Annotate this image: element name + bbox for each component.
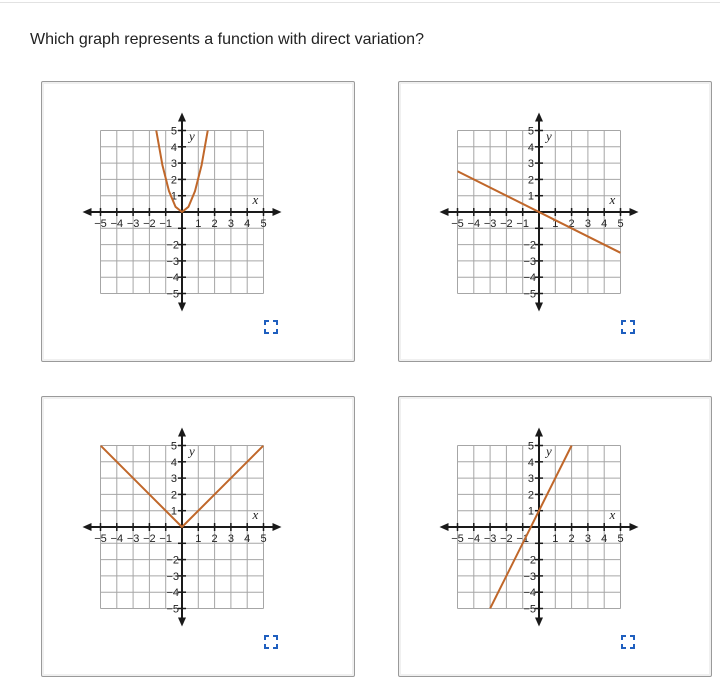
y-tick-label: −3	[523, 255, 536, 268]
x-tick-label: −4	[467, 218, 481, 230]
y-tick-label: −2	[523, 554, 536, 567]
answer-option-b[interactable]	[398, 81, 712, 362]
x-tick-label: −2	[500, 218, 513, 230]
x-tick-label: −2	[143, 533, 156, 545]
expand-icon[interactable]	[621, 320, 635, 334]
x-axis-arrow	[440, 523, 449, 531]
graph-option-c	[42, 397, 356, 678]
y-axis-label: y	[546, 128, 552, 144]
x-tick-label: 5	[617, 533, 624, 545]
x-axis-arrow	[273, 208, 282, 216]
y-tick-label: −4	[166, 272, 179, 285]
y-tick-label: 4	[527, 456, 534, 469]
y-tick-label: 4	[170, 141, 177, 154]
y-tick-label: 5	[527, 440, 534, 453]
y-tick-label: 4	[527, 141, 534, 154]
x-tick-label: 1	[195, 218, 202, 230]
y-tick-label: 2	[527, 489, 534, 502]
y-tick-label: −3	[166, 255, 179, 268]
graph-option-b	[399, 82, 713, 363]
x-tick-label: −5	[94, 218, 107, 230]
y-tick-label: 5	[170, 440, 177, 453]
y-tick-label: 3	[527, 158, 534, 171]
x-tick-label: 3	[227, 533, 234, 545]
y-axis-arrow	[178, 303, 186, 312]
expand-icon[interactable]	[264, 320, 278, 334]
top-divider	[0, 2, 720, 3]
x-tick-label: 3	[584, 533, 591, 545]
x-tick-label: 4	[601, 218, 608, 230]
x-tick-label: 5	[617, 218, 624, 230]
x-tick-label: −3	[483, 218, 497, 230]
x-tick-label: 3	[227, 218, 234, 230]
y-axis-arrow	[535, 113, 543, 122]
x-tick-label: 1	[552, 218, 559, 230]
x-axis-arrow	[83, 208, 92, 216]
x-axis-label: x	[252, 192, 259, 207]
y-tick-label: −4	[523, 272, 536, 285]
x-tick-label: −3	[126, 218, 140, 230]
x-tick-label: −4	[467, 533, 481, 545]
y-tick-label: −3	[166, 570, 179, 583]
x-tick-label: −1	[159, 218, 172, 230]
y-tick-label: 4	[170, 456, 177, 469]
y-tick-label: −3	[523, 570, 536, 583]
expand-icon[interactable]	[264, 635, 278, 649]
y-tick-label: −2	[523, 239, 536, 252]
x-axis-arrow	[630, 523, 639, 531]
x-tick-label: −2	[143, 218, 156, 230]
x-tick-label: 4	[601, 533, 608, 545]
x-axis-label: x	[609, 507, 616, 522]
x-tick-label: −3	[483, 533, 497, 545]
x-tick-label: 1	[552, 533, 559, 545]
x-tick-label: 4	[244, 218, 251, 230]
y-tick-label: 3	[527, 473, 534, 486]
y-tick-label: −5	[523, 288, 536, 301]
y-tick-label: −2	[166, 554, 179, 567]
answer-option-a[interactable]	[41, 81, 355, 362]
y-tick-label: 5	[170, 125, 177, 138]
x-tick-label: 5	[260, 218, 267, 230]
y-tick-label: −2	[166, 239, 179, 252]
y-tick-label: 2	[527, 174, 534, 187]
x-tick-label: −4	[110, 533, 124, 545]
question-text: Which graph represents a function with direct variation?	[30, 31, 424, 48]
y-axis-arrow	[535, 428, 543, 437]
y-axis-arrow	[178, 113, 186, 122]
answer-option-d[interactable]	[398, 396, 712, 677]
x-axis-label: x	[609, 192, 616, 207]
expand-icon[interactable]	[621, 635, 635, 649]
y-axis-arrow	[535, 618, 543, 627]
y-axis-label: y	[189, 128, 195, 144]
y-axis-arrow	[178, 618, 186, 627]
y-tick-label: −5	[166, 288, 179, 301]
y-axis-label: y	[189, 443, 195, 459]
x-tick-label: 3	[584, 218, 591, 230]
y-tick-label: 1	[170, 505, 177, 518]
answer-option-c[interactable]	[41, 396, 355, 677]
y-tick-label: −4	[166, 587, 179, 600]
y-tick-label: −5	[166, 603, 179, 616]
y-axis-label: y	[546, 443, 552, 459]
x-tick-label: 1	[195, 533, 202, 545]
y-tick-label: 2	[170, 174, 177, 187]
y-tick-label: −4	[523, 587, 536, 600]
y-tick-label: 1	[527, 505, 534, 518]
y-tick-label: 2	[170, 489, 177, 502]
y-tick-label: 1	[527, 190, 534, 203]
x-tick-label: 2	[568, 218, 575, 230]
y-tick-label: 3	[170, 158, 177, 171]
y-axis-arrow	[535, 303, 543, 312]
x-tick-label: −4	[110, 218, 124, 230]
x-tick-label: −1	[516, 533, 529, 545]
graph-option-d	[399, 397, 713, 678]
y-tick-label: 3	[170, 473, 177, 486]
x-tick-label: −5	[94, 533, 107, 545]
x-tick-label: −1	[516, 218, 529, 230]
x-tick-label: 2	[211, 533, 218, 545]
x-tick-label: −2	[500, 533, 513, 545]
x-tick-label: 4	[244, 533, 251, 545]
y-tick-label: 5	[527, 125, 534, 138]
x-tick-label: −3	[126, 533, 140, 545]
y-tick-label: 1	[170, 190, 177, 203]
x-tick-label: −5	[451, 218, 464, 230]
y-axis-arrow	[178, 428, 186, 437]
x-axis-label: x	[252, 507, 259, 522]
x-tick-label: 2	[568, 533, 575, 545]
x-axis-arrow	[630, 208, 639, 216]
x-tick-label: 2	[211, 218, 218, 230]
x-axis-arrow	[440, 208, 449, 216]
x-axis-arrow	[83, 523, 92, 531]
x-tick-label: −1	[159, 533, 172, 545]
y-tick-label: −5	[523, 603, 536, 616]
x-tick-label: −5	[451, 533, 464, 545]
x-tick-label: 5	[260, 533, 267, 545]
graph-option-a	[42, 82, 356, 363]
x-axis-arrow	[273, 523, 282, 531]
